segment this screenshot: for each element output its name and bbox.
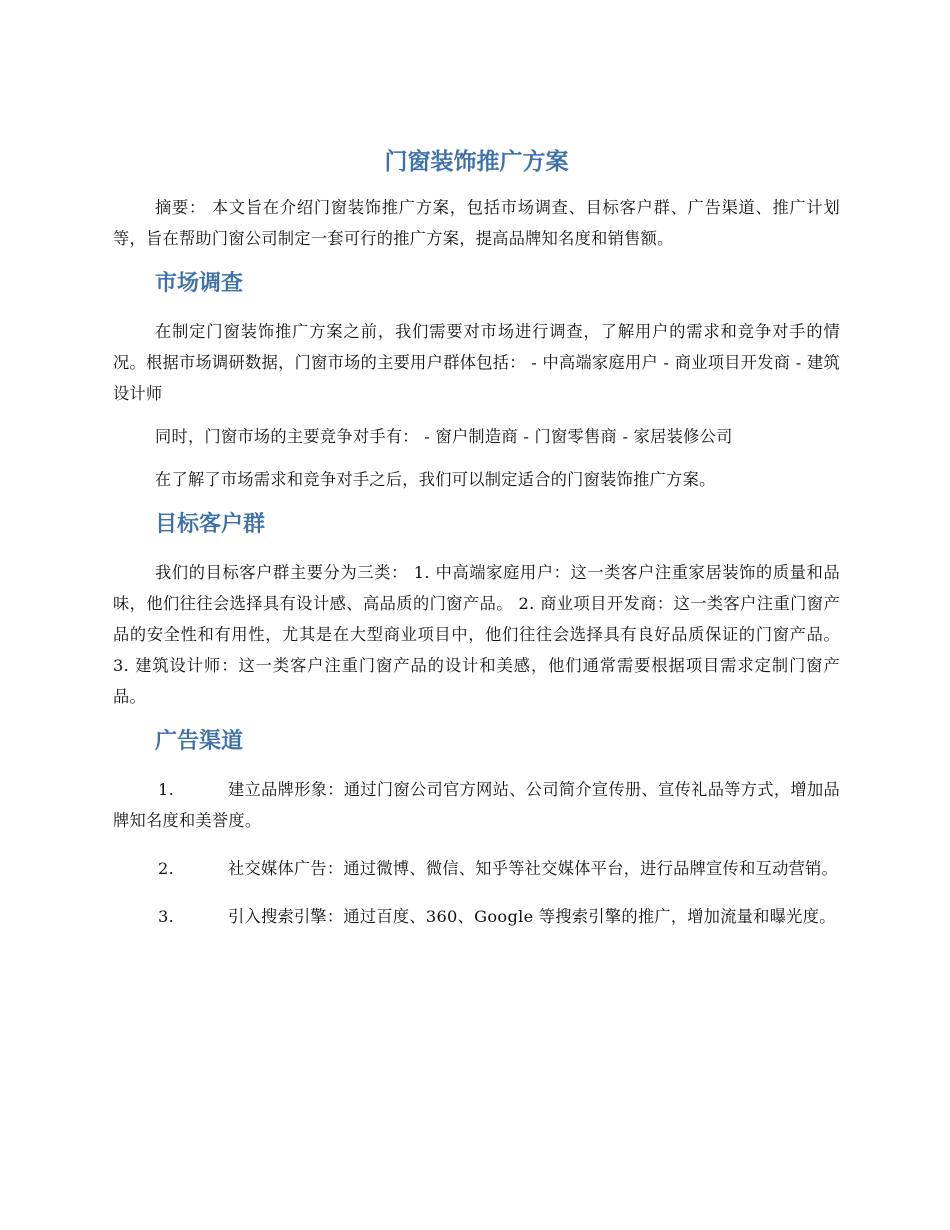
list-number: 3. — [158, 907, 175, 926]
list-number: 2. — [158, 859, 175, 878]
target-customers-paragraph: 我们的目标客户群主要分为三类： 1. 中高端家庭用户：这一类客户注重家居装饰的质量和品味，他们往往会选择具有设计感、高品质的门窗产品。 2. 商业项目开发商：这一类客户注重门窗产品的安全性和有用性，尤其是在大型商业项目中，他们往往会选择具有良好品质保证的门窗产品。 3. 建筑设计师：这一类客户注重门窗产品的设计和美感，他们通常需要根据项目需求定制门窗产品。 — [113, 563, 840, 706]
section-heading-target-customers: 目标客户群 — [155, 512, 266, 537]
list-item-text: 引入搜索引擎：通过百度、360、Google 等搜索引擎的推广，增加流量和曝光度。 — [228, 907, 836, 926]
list-number: 1. — [158, 780, 175, 799]
market-research-paragraph-1: 在制定门窗装饰推广方案之前，我们需要对市场进行调查，了解用户的需求和竞争对手的情况。根据市场调研数据，门窗市场的主要用户群体包括： - 中高端家庭用户 - 商业项目开发商 - 建筑设计师 — [113, 322, 840, 403]
abstract-paragraph: 摘要： 本文旨在介绍门窗装饰推广方案，包括市场调查、目标客户群、广告渠道、推广计划等，旨在帮助门窗公司制定一套可行的推广方案，提高品牌知名度和销售额。 — [113, 198, 840, 248]
document-content — [113, 140, 840, 949]
ad-channel-item-1 — [113, 774, 840, 836]
ad-channel-item-3 — [113, 901, 840, 932]
list-item-text: 社交媒体广告：通过微博、微信、知乎等社交媒体平台，进行品牌宣传和互动营销。 — [228, 859, 839, 878]
list-item-text: 建立品牌形象：通过门窗公司官方网站、公司简介宣传册、宣传礼品等方式，增加品牌知名度和美誉度。 — [113, 780, 840, 830]
ad-channel-item-2 — [113, 853, 840, 884]
market-research-paragraph-2: 同时，门窗市场的主要竞争对手有： - 窗户制造商 - 门窗零售商 - 家居装修公司 — [155, 427, 733, 446]
document-title: 门窗装饰推广方案 — [384, 149, 569, 175]
section-heading-ad-channels: 广告渠道 — [155, 729, 244, 754]
section-heading-market-research: 市场调查 — [155, 271, 244, 296]
market-research-paragraph-3: 在了解了市场需求和竞争对手之后，我们可以制定适合的门窗装饰推广方案。 — [155, 470, 716, 489]
